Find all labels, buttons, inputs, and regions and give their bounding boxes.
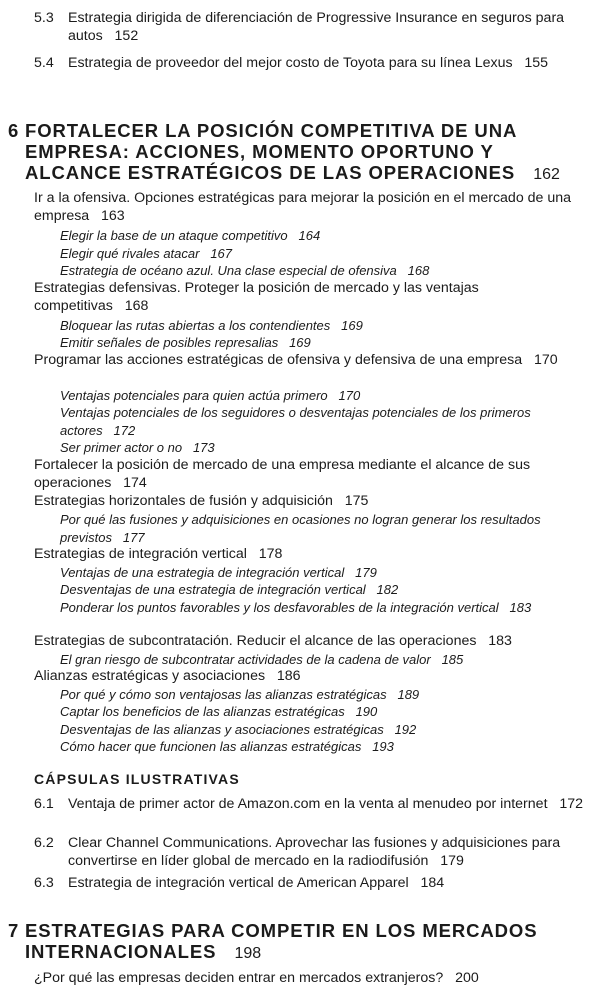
toc-entry: Alianzas estratégicas y asociaciones 186 xyxy=(34,668,301,684)
entry-page: 192 xyxy=(394,722,417,737)
capsula-number: 6.1 xyxy=(34,796,54,812)
entry-page: 170 xyxy=(338,388,361,403)
chapter-number: 7 xyxy=(8,920,20,941)
toc-subentry: Ventajas potenciales para quien actúa primero 170 xyxy=(60,388,361,403)
toc-entry: ¿Por qué las empresas deciden entrar en mercados extranjeros? 200 xyxy=(34,970,479,986)
toc-subentry: Emitir señales de posibles represalias 169 xyxy=(60,335,311,350)
toc-subentry: Ventajas de una estrategia de integración vertical 179 xyxy=(60,565,377,580)
entry-page: 200 xyxy=(455,970,479,986)
entry-page: 182 xyxy=(376,582,399,597)
entry-page: 155 xyxy=(524,55,549,71)
entry-number: 5.4 xyxy=(34,55,54,71)
toc-subentry: Cómo hacer que funcionen las alianzas estratégicas 193 xyxy=(60,739,394,754)
entry-page: 178 xyxy=(258,546,283,562)
entry-page: 179 xyxy=(355,565,377,580)
toc-subentry: Desventajas de las alianzas y asociaciones estratégicas 192 xyxy=(60,722,417,737)
entry-page: 193 xyxy=(372,739,394,754)
entry-page: 174 xyxy=(123,474,147,491)
chapter-page: 162 xyxy=(533,166,560,183)
toc-subentry: Captar los beneficios de las alianzas estratégicas 190 xyxy=(60,704,378,719)
entry-text: Estrategia dirigida de diferenciación de Progressive Insurance en seguros para autos 152 xyxy=(68,10,565,44)
entry-page: 169 xyxy=(289,335,311,350)
entry-page: 183 xyxy=(488,633,512,649)
toc-subentry: Ventajas potenciales de los seguidores o desventajas potenciales de los primeros actores 172 xyxy=(60,405,531,438)
capsula-number: 6.3 xyxy=(34,875,54,891)
entry-text: Estrategia de proveedor del mejor costo de Toyota para su línea Lexus 155 xyxy=(68,55,549,71)
toc-entry: Estrategias horizontales de fusión y adquisición 175 xyxy=(34,493,369,509)
entry-page: 168 xyxy=(407,263,430,278)
capsula-page: 184 xyxy=(420,875,445,891)
toc-entry: Estrategias de integración vertical 178 xyxy=(34,546,283,562)
entry-page: 175 xyxy=(344,493,369,509)
toc-subentry: Por qué y cómo son ventajosas las alianzas estratégicas 189 xyxy=(60,687,420,702)
capsulas-heading: CÁPSULAS ILUSTRATIVAS xyxy=(34,771,240,787)
entry-number: 5.3 xyxy=(34,10,54,26)
capsula-number: 6.2 xyxy=(34,835,54,851)
capsula-page: 179 xyxy=(440,853,464,869)
toc-subentry: Ser primer actor o no 173 xyxy=(60,440,215,455)
capsula-text: Clear Channel Communications. Aprovechar las fusiones y adquisiciones para convertirse en líder global de mercado en la radiodifusión 179 xyxy=(68,835,561,869)
toc-subentry: Ponderar los puntos favorables y los desfavorables de la integración vertical 183 xyxy=(60,600,532,615)
entry-page: 177 xyxy=(122,529,145,545)
toc-entry: Fortalecer la posición de mercado de una empresa mediante el alcance de sus operaciones 174 xyxy=(34,457,531,491)
capsula-text: Ventaja de primer actor de Amazon.com en la venta al menudeo por internet 172 xyxy=(68,796,584,812)
entry-page: 168 xyxy=(124,297,149,314)
entry-page: 163 xyxy=(101,207,125,224)
chapter-number: 6 xyxy=(8,120,20,141)
entry-page: 164 xyxy=(298,228,321,243)
entry-page: 189 xyxy=(397,687,420,702)
toc-entry: Programar las acciones estratégicas de ofensiva y defensiva de una empresa 170 xyxy=(34,352,558,368)
toc-entry: Estrategias de subcontratación. Reducir el alcance de las operaciones 183 xyxy=(34,633,512,649)
toc-subentry: Elegir qué rivales atacar 167 xyxy=(60,246,233,261)
entry-page: 169 xyxy=(341,318,363,333)
capsula-page: 172 xyxy=(559,796,584,812)
toc-subentry: Elegir la base de un ataque competitivo 164 xyxy=(60,228,321,243)
entry-page: 167 xyxy=(210,246,233,261)
toc-subentry: Por qué las fusiones y adquisiciones en ocasiones no logran generar los resultados previstos 177 xyxy=(60,512,541,545)
entry-page: 152 xyxy=(114,28,139,44)
toc-entry: Estrategias defensivas. Proteger la posición de mercado y las ventajas competitivas 168 xyxy=(34,280,479,314)
entry-page: 186 xyxy=(276,668,301,684)
toc-subentry: Desventajas de una estrategia de integración vertical 182 xyxy=(60,582,399,597)
capsula-text: Estrategia de integración vertical de American Apparel 184 xyxy=(68,875,445,891)
chapter-page: 198 xyxy=(234,945,262,962)
entry-page: 190 xyxy=(355,704,378,719)
entry-page: 183 xyxy=(509,600,532,615)
chapter-title: ESTRATEGIAS PARA COMPETIR EN LOS MERCADOS INTERNACIONALES 198 xyxy=(25,920,538,962)
chapter-title: FORTALECER LA POSICIÓN COMPETITIVA DE UNA EMPRESA: ACCIONES, MOMENTO OPORTUNO Y ALCANCE ESTRATÉGICOS DE LAS OPERACIONES 162 xyxy=(25,120,560,183)
toc-subentry: Bloquear las rutas abiertas a los contendientes 169 xyxy=(60,318,363,333)
toc-subentry: Estrategia de océano azul. Una clase especial de ofensiva 168 xyxy=(60,263,430,278)
entry-page: 185 xyxy=(441,652,464,667)
toc-subentry: El gran riesgo de subcontratar actividades de la cadena de valor 185 xyxy=(60,652,464,667)
entry-page: 172 xyxy=(113,422,136,438)
entry-page: 170 xyxy=(534,352,558,368)
entry-page: 173 xyxy=(192,440,215,455)
toc-entry: Ir a la ofensiva. Opciones estratégicas para mejorar la posición en el mercado de una empresa 163 xyxy=(34,190,572,224)
